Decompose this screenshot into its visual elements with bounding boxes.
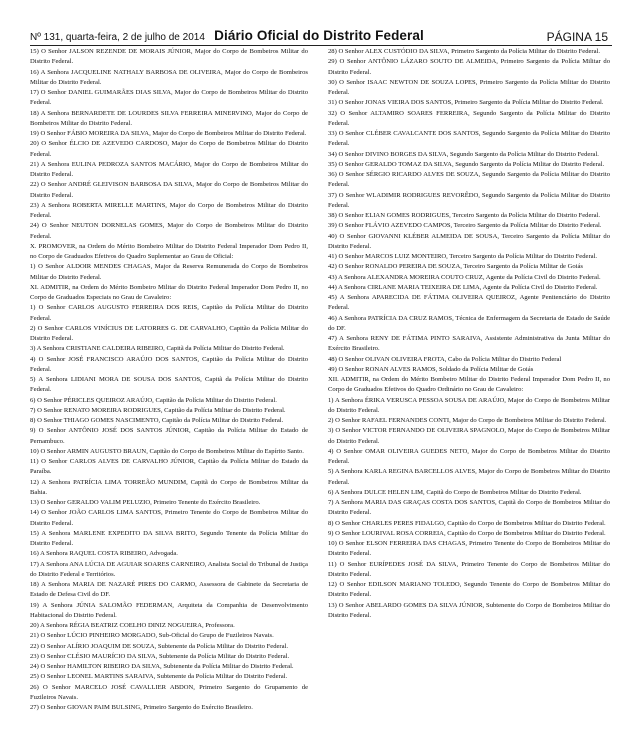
paragraph: 25) O Senhor LEONEL MARTINS SARAIVA, Subtenente da Polícia Militar do Distrito Federal. [30, 673, 288, 681]
paragraph: 13) O Senhor GERALDO VALIM PELUZIO, Primeiro Tenente do Exército Brasileiro. [30, 499, 261, 506]
paragraph: 11) O Senhor EURÍPEDES JOSÉ DA SILVA, Primeiro Tenente do Corpo de Bombeiros Militar do Distrito Federal. [328, 560, 610, 578]
paragraph: 11) O Senhor CARLOS ALVES DE CARVALHO JÚNIOR, Capitão da Polícia Militar do Estado da Paraíba. [30, 458, 308, 476]
paragraph: 3) A Senhora CRISTIANE CALDEIRA RIBEIRO, Capitã da Polícia Militar do Distrito Federal. [30, 345, 285, 353]
paragraph: 31) O Senhor JONAS VIEIRA DOS SANTOS, Primeiro Sargento da Polícia Militar do Distrito Federal. [328, 99, 604, 107]
paragraph: 17) A Senhora ANA LÚCIA DE AGUIAR SOARES CARNEIRO, Analista Social do Tribunal de Justiça do Distrito Federal e Territórios. [30, 560, 308, 578]
paragraph: 32) O Senhor ALTAMIRO SOARES FERREIRA, Segundo Sargento da Polícia Militar do Distrito Federal. [328, 109, 610, 127]
paragraph: 21) O Senhor LÚCIO PINHEIRO MORGADO, Sub-Oficial do Grupo de Fuzileiros Navais. [30, 632, 274, 640]
paragraph: 42) O Senhor RONALDO PEREIRA DE SOUZA, Terceiro Sargento da Polícia Militar de Goiás [328, 263, 583, 271]
paragraph: 47) A Senhora RENY DE FÁTIMA PINTO SARAIVA, Assistente Administrativa da Junta Militar do Exército Brasileiro. [328, 335, 610, 353]
paragraph: 1) O Senhor CARLOS AUGUSTO FERREIRA DOS REIS, Capitão da Polícia Militar do Distrito Federal. [30, 304, 308, 322]
paragraph: 48) O Senhor OLIVAN OLIVEIRA FROTA, Cabo da Polícia Militar do Distrito Federal [328, 355, 562, 363]
paragraph: 3) O Senhor VICTOR FERNANDO DE OLIVEIRA SPAGNOLO, Major do Corpo de Bombeiros Militar do Distrito Federal. [328, 427, 610, 445]
paragraph: 38) O Senhor ELIAN GOMES RODRIGUES, Terceiro Sargento da Polícia Militar do Distrito Federal. [328, 212, 600, 219]
paragraph: 36) O Senhor SÉRGIO RICARDO ALVES DE SOUZA, Segundo Sargento da Polícia Militar do Distrito Federal. [328, 171, 610, 189]
paragraph: 24) O Senhor NEUTON DORNELAS GOMES, Major do Corpo de Bombeiros Militar do Distrito Federal. [30, 222, 308, 240]
paragraph: 6) A Senhora DULCE HELEN LIM, Capitã do Corpo de Bombeiros Militar do Distrito Federal. [328, 488, 582, 496]
paragraph: 2) O Senhor RAFAEL FERNANDES CONTI, Major do Corpo de Bombeiros Militar do Distrito Federal. [328, 417, 607, 424]
paragraph: 21) A Senhora EULINA PEDROZA SANTOS MACÁRIO, Major do Corpo de Bombeiros Militar do Distrito Federal. [30, 160, 308, 178]
paragraph: 44) A Senhora CIRLANE MARIA TEIXEIRA DE LIMA, Agente da Polícia Civil do Distrito Federal. [328, 283, 598, 291]
paragraph: 41) O Senhor MARCOS LUIZ MONTEIRO, Terceiro Sargento da Polícia Militar do Distrito Federal. [328, 253, 598, 260]
paragraph: 20) A Senhora RÉGIA BEATRIZ COELHO DINIZ NOGUEIRA, Professora. [30, 622, 235, 629]
paragraph: 29) O Senhor ANTÔNIO LÁZARO SOUTO DE ALMEIDA, Primeiro Sargento da Polícia Militar do Distrito Federal. [328, 58, 610, 76]
paragraph: 20) O Senhor ÉLCIO DE AZEVEDO CARDOSO, Major do Corpo de Bombeiros Militar do Distrito Federal. [30, 140, 308, 158]
paragraph: 9) O Senhor LOURIVAL ROSA CORREIA, Capitão do Corpo de Bombeiros Militar do Distrito Federal. [328, 529, 606, 537]
paragraph: 30) O Senhor ISAAC NEWTON DE SOUZA LOPES, Primeiro Sargento da Polícia Militar do Distrito Federal. [328, 78, 610, 96]
paragraph: 40) O Senhor GIOVANNI KLÉBER ALMEIDA DE SOUSA, Terceiro Sargento da Polícia Militar do Distrito Federal. [328, 232, 610, 250]
paragraph: 16) A Senhora JACQUELINE NATHALY BARBOSA DE OLIVEIRA, Major do Corpo de Bombeiros Militar do Distrito Federal. [30, 68, 308, 86]
paragraph: 24) O Senhor HAMILTON RIBEIRO DA SILVA, Subtenente da Polícia Militar do Distrito Federal. [30, 663, 294, 670]
paragraph: XI. ADMITIR, na Ordem do Mérito Bombeiro Militar do Distrito Federal Imperador Dom Pedro II, no Corpo de Graduados Especiais no Grau de Cavaleiro: [30, 283, 308, 301]
paragraph: 39) O Senhor FLÁVIO AZEVEDO CAMPOS, Terceiro Sargento da Polícia Militar do Distrito Federal. [328, 222, 602, 230]
paragraph: 33) O Senhor CLÉBER CAVALCANTE DOS SANTOS, Segundo Sargento da Polícia Militar do Distrito Federal. [328, 130, 610, 148]
paragraph: 4) O Senhor OMAR OLIVEIRA GUEDES NETO, Major do Corpo de Bombeiros Militar do Distrito Federal. [328, 447, 610, 465]
paragraph: 10) O Senhor ARMIN AUGUSTO BRAUN, Capitão do Corpo de Bombeiros Militar do Espírito Santo. [30, 447, 304, 455]
paragraph: 12) A Senhora PATRÍCIA LIMA TORREÃO MUNDIM, Capitã do Corpo de Bombeiros Militar da Bahia. [30, 478, 308, 496]
paragraph: 35) O Senhor GERALDO TOMAZ DA SILVA, Segundo Sargento da Polícia Militar do Distrito Federal. [328, 160, 605, 168]
paragraph: 5) A Senhora KARLA REGINA BARCELLOS ALVES, Major do Corpo de Bombeiros Militar do Distrito Federal. [328, 468, 610, 486]
paragraph: 37) O Senhor WLADIMIR RODRIGUES REVORÊDO, Segundo Sargento da Polícia Militar do Distrito Federal. [328, 191, 610, 209]
paragraph: 26) O Senhor MARCELO JOSÉ CAVALLIER ABDON, Primeiro Sargento do Grupamento de Fuzileiros Navais. [30, 683, 308, 701]
paragraph: 15) A Senhora MARLENE EXPEDITO DA SILVA BRITO, Segundo Tenente da Polícia Militar do Distrito Federal. [30, 529, 308, 547]
paragraph: XII. ADMITIR, na Ordem do Mérito Bombeiro Militar do Distrito Federal Imperador Dom Pedro II, no Corpo de Graduados Efetivos do Quadro Ordinário no Grau de Cavaleiro: [328, 376, 610, 394]
paragraph: 15) O Senhor JALSON REZENDE DE MORAIS JÚNIOR, Major do Corpo de Bombeiros Militar do Distrito Federal. [30, 48, 308, 66]
paragraph: 18) A Senhora MARIA DE NAZARÉ PIRES DO CARMO, Assessora de Gabinete da Secretaria de Estado de Defesa Civil do DF. [30, 581, 308, 599]
newspaper-title: Diário Oficial do Distrito Federal [214, 28, 424, 43]
paragraph: 8) O Senhor THIAGO GOMES NASCIMENTO, Capitão da Polícia Militar do Distrito Federal. [30, 417, 284, 424]
page-number: PÁGINA 15 [546, 30, 608, 44]
paragraph: 43) A Senhora ALEXANDRA MOREIRA COUTO CRUZ, Agente da Polícia Civil do Distrito Federal. [328, 273, 601, 281]
issue-info: Nº 131, quarta-feira, 2 de julho de 2014 [30, 32, 205, 43]
paragraph: 7) A Senhora MARIA DAS GRAÇAS COSTA DOS SANTOS, Capitã do Corpo de Bombeiros Militar do Distrito Federal. [328, 499, 610, 517]
right-column [328, 47, 610, 725]
paragraph: 34) O Senhor DIVINO BORGES DA SILVA, Segundo Sargento da Polícia Militar do Distrito Federal. [328, 150, 599, 158]
paragraph: 13) O Senhor ABELARDO GOMES DA SILVA JÚNIOR, Subtenente do Corpo de Bombeiros Militar do Distrito Federal. [328, 601, 610, 619]
paragraph: 22) O Senhor ALÍRIO JOAQUIM DE SOUZA, Subtenente da Polícia Militar do Distrito Federal. [30, 642, 289, 650]
paragraph: 10) O Senhor ELSON FERREIRA DAS CHAGAS, Primeiro Tenente do Corpo de Bombeiros Militar do Distrito Federal. [328, 540, 610, 558]
paragraph: 18) A Senhora BERNARDETE DE LOURDES SILVA FERREIRA MINERVINO, Major do Corpo de Bombeiros Militar do Distrito Federal. [30, 109, 308, 127]
paragraph: 28) O Senhor ALEX CUSTÓDIO DA SILVA, Primeiro Sargento da Polícia Militar do Distrito Federal. [328, 48, 601, 55]
paragraph: 16) A Senhora RAQUEL COSTA RIBEIRO, Advogada. [30, 550, 178, 558]
paragraph: 17) O Senhor DANIEL GUIMARÃES DIAS SILVA, Major do Corpo de Bombeiros Militar do Distrito Federal. [30, 89, 308, 107]
page-header [0, 0, 638, 44]
paragraph: 12) O Senhor EDILSON MARIANO TOLEDO, Segundo Tenente do Corpo de Bombeiros Militar do Distrito Federal. [328, 581, 610, 599]
paragraph: 22) O Senhor ANDRÉ GLEIVISON BARBOSA DA SILVA, Major do Corpo de Bombeiros Militar do Distrito Federal. [30, 181, 308, 199]
header-rule [30, 45, 612, 46]
paragraph: 1) O Senhor ALDOIR MENDES CHAGAS, Major da Reserva Remunerada do Corpo de Bombeiros Militar do Distrito Federal. [30, 263, 308, 281]
paragraph: 9) O Senhor ANTÔNIO JOSÉ DOS SANTOS JÚNIOR, Capitão da Polícia Militar do Estado de Pernambuco. [30, 427, 308, 445]
paragraph: 19) O Senhor FÁBIO MOREIRA DA SILVA, Major do Corpo de Bombeiros Militar do Distrito Federal. [30, 130, 307, 137]
paragraph: 45) A Senhora APARECIDA DE FÁTIMA OLIVEIRA QUEIROZ, Agente Penitenciário do Distrito Federal. [328, 294, 610, 312]
paragraph: 14) O Senhor JOÃO CARLOS LIMA SANTOS, Primeiro Tenente do Corpo de Bombeiros Militar do Distrito Federal. [30, 509, 308, 527]
paragraph: 5) A Senhora LIDIANI MORA DE SOUSA DOS SANTOS, Capitã da Polícia Militar do Distrito Federal. [30, 376, 308, 394]
paragraph: 4) O Senhor JOSÉ FRANCISCO ARAÚJO DOS SANTOS, Capitão da Polícia Militar do Distrito Federal. [30, 355, 308, 373]
paragraph: 7) O Senhor RENATO MOREIRA RODRIGUES, Capitão da Polícia Militar do Distrito Federal. [30, 406, 286, 414]
paragraph: 49) O Senhor RONAN ALVES RAMOS, Soldado da Polícia Militar de Goiás [328, 365, 534, 373]
paragraph: 46) A Senhora PATRÍCIA DA CRUZ RAMOS, Técnica de Enfermagem da Secretaria de Estado de Saúde do DF. [328, 314, 610, 332]
paragraph: 27) O Senhor GIOVAN PAIM BULSING, Primeiro Sargento do Exército Brasileiro. [30, 704, 253, 711]
paragraph: 2) O Senhor CARLOS VINÍCIUS DE LATORRES G. DE CARVALHO, Capitão da Polícia Militar do Distrito Federal. [30, 324, 308, 342]
paragraph: 8) O Senhor CHARLES PERES FIDALGO, Capitão do Corpo de Bombeiros Militar do Distrito Federal. [328, 519, 606, 527]
paragraph: 23) O Senhor CLÉSIO MAURÍCIO DA SILVA, Subtenente da Polícia Militar do Distrito Federal. [30, 652, 290, 660]
paragraph: 1) A Senhora ÉRIKA VERUSCA PESSOA SOUSA DE ARAÚJO, Major do Corpo de Bombeiros Militar do Distrito Federal. [328, 396, 610, 414]
paragraph: 23) A Senhora ROBERTA MIRELLE MARTINS, Major do Corpo de Bombeiros Militar do Distrito Federal. [30, 201, 308, 219]
paragraph: X. PROMOVER, na Ordem do Mérito Bombeiro Militar do Distrito Federal Imperador Dom Pedro II, no Corpo de Graduados Efetivos do Quadro Suplementar ao Grau de Oficial: [30, 242, 308, 260]
paragraph: 6) O Senhor PÉRICLES QUEIROZ ARAÚJO, Capitão da Polícia Militar do Distrito Federal. [30, 396, 277, 404]
left-column [30, 47, 308, 725]
paragraph: 19) A Senhora JÚNIA SALOMÃO FEDERMAN, Arquiteta da Companhia de Desenvolvimento Habitacional do Distrito Federal. [30, 601, 308, 619]
